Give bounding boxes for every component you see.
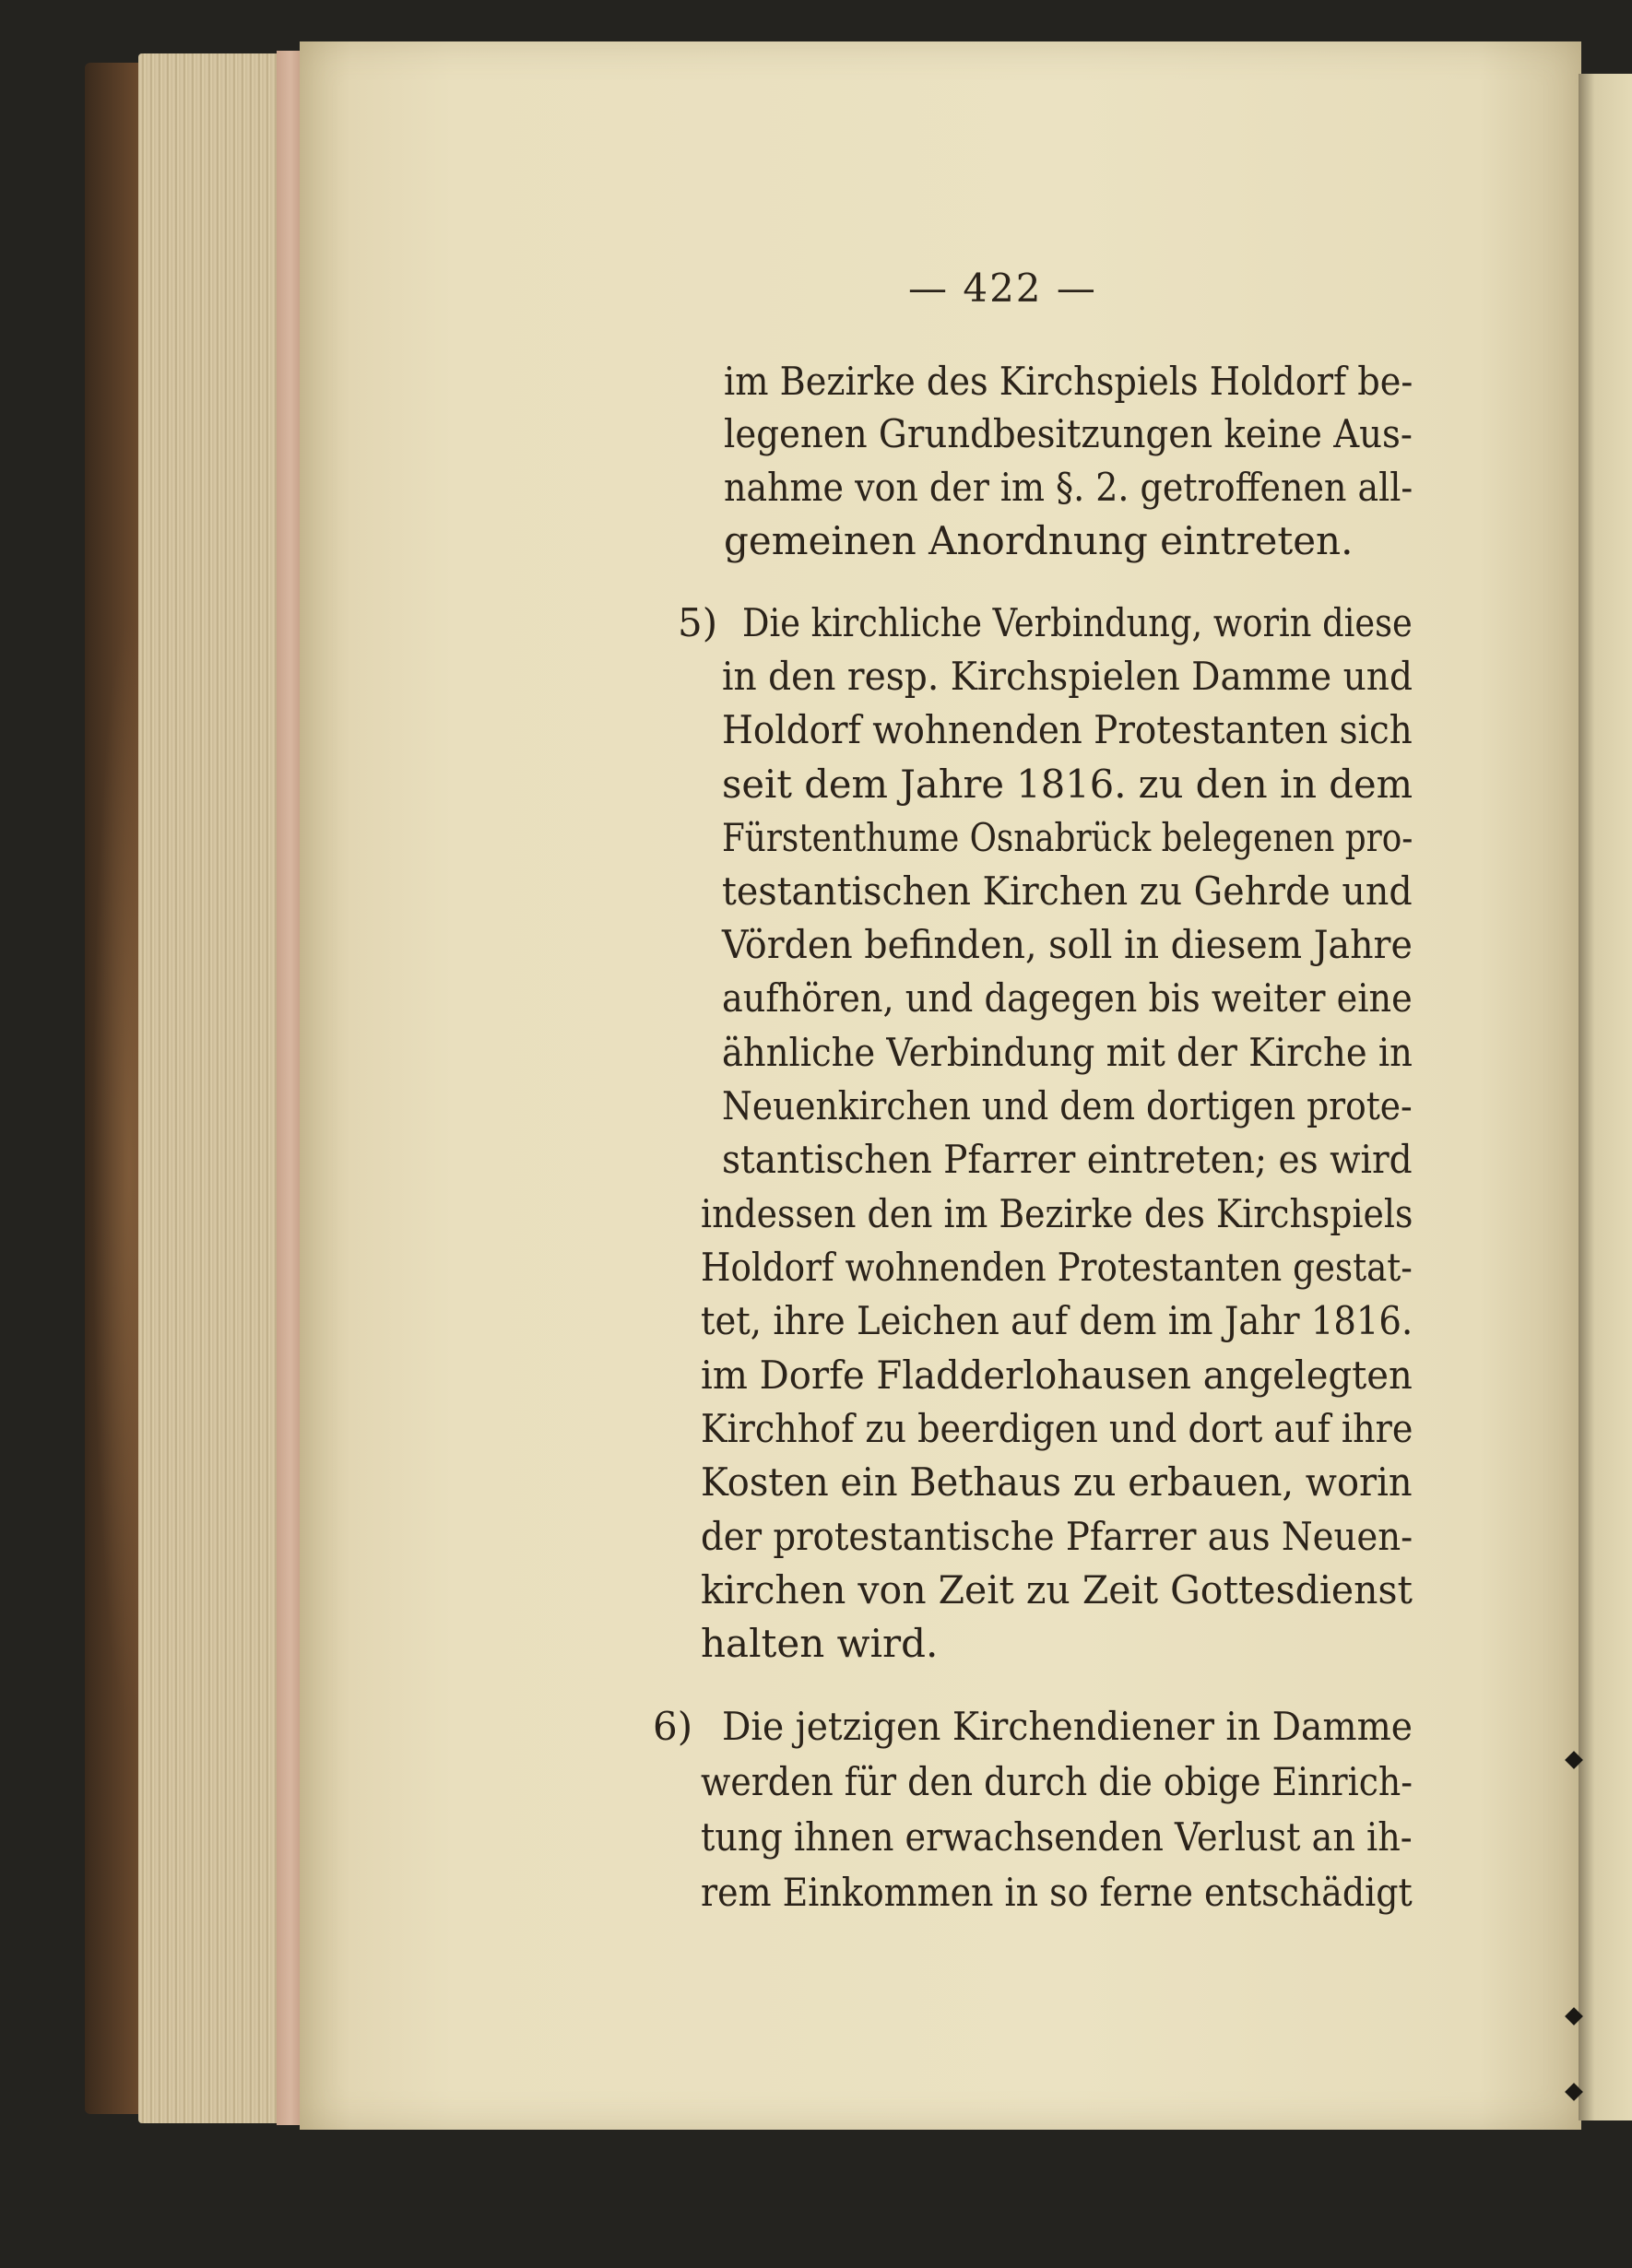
text-line: testantischen Kirchen zu Gehrde und <box>722 868 1413 914</box>
text-line: kirchen von Zeit zu Zeit Gottesdienst <box>701 1567 1413 1612</box>
text-line: im Dorfe Fladderlohausen angelegten <box>701 1353 1413 1398</box>
text-line: tet, ihre Leichen auf dem im Jahr 1816. <box>701 1298 1413 1343</box>
text-line: seit dem Jahre 1816. zu den in dem <box>722 762 1413 807</box>
text-line: Holdorf wohnenden Protestanten sich <box>722 707 1413 752</box>
text-line: gemeinen Anordnung eintreten. <box>724 518 1354 563</box>
text-line: halten wird. <box>701 1621 939 1666</box>
text-line: der protestantische Pfarrer aus Neuen- <box>701 1514 1413 1559</box>
text-line: Die kirchliche Verbindung, worin diese <box>742 600 1413 645</box>
text-line: im Bezirke des Kirchspiels Holdorf be- <box>724 359 1413 404</box>
text-line: ähnliche Verbindung mit der Kirche in <box>722 1030 1413 1075</box>
text-line: indessen den im Bezirke des Kirchspiels <box>701 1191 1413 1236</box>
text-line: in den resp. Kirchspielen Damme und <box>722 654 1413 699</box>
page-number-header: — 422 — <box>908 266 1097 311</box>
text-line: Die jetzigen Kirchendiener in Damme <box>722 1704 1413 1749</box>
text-line: Neuenkirchen und dem dortigen prote- <box>722 1083 1413 1128</box>
text-line: tung ihnen erwachsenden Verlust an ih- <box>701 1814 1413 1860</box>
text-line: aufhören, und dagegen bis weiter eine <box>722 975 1413 1021</box>
text-line: legenen Grundbesitzungen keine Aus- <box>724 411 1413 456</box>
text-line: Kosten ein Bethaus zu erbauen, worin <box>701 1459 1413 1505</box>
text-line: stantischen Pfarrer eintreten; es wird <box>722 1137 1413 1182</box>
text-line: rem Einkommen in so ferne entschädigt <box>701 1870 1413 1915</box>
text-line: werden für den durch die obige Einrich- <box>701 1759 1413 1804</box>
item-number: 5) <box>678 600 718 645</box>
text-line: nahme von der im §. 2. getroffenen all- <box>724 465 1413 510</box>
text-line: Vörden befinden, soll in diesem Jahre <box>722 922 1413 967</box>
text-line: Holdorf wohnenden Protestanten gestat- <box>701 1245 1413 1290</box>
item-number: 6) <box>653 1704 693 1749</box>
text-line: Kirchhof zu beerdigen und dort auf ihre <box>701 1406 1413 1451</box>
text-line: Fürstenthume Osnabrück belegenen pro- <box>722 815 1413 860</box>
